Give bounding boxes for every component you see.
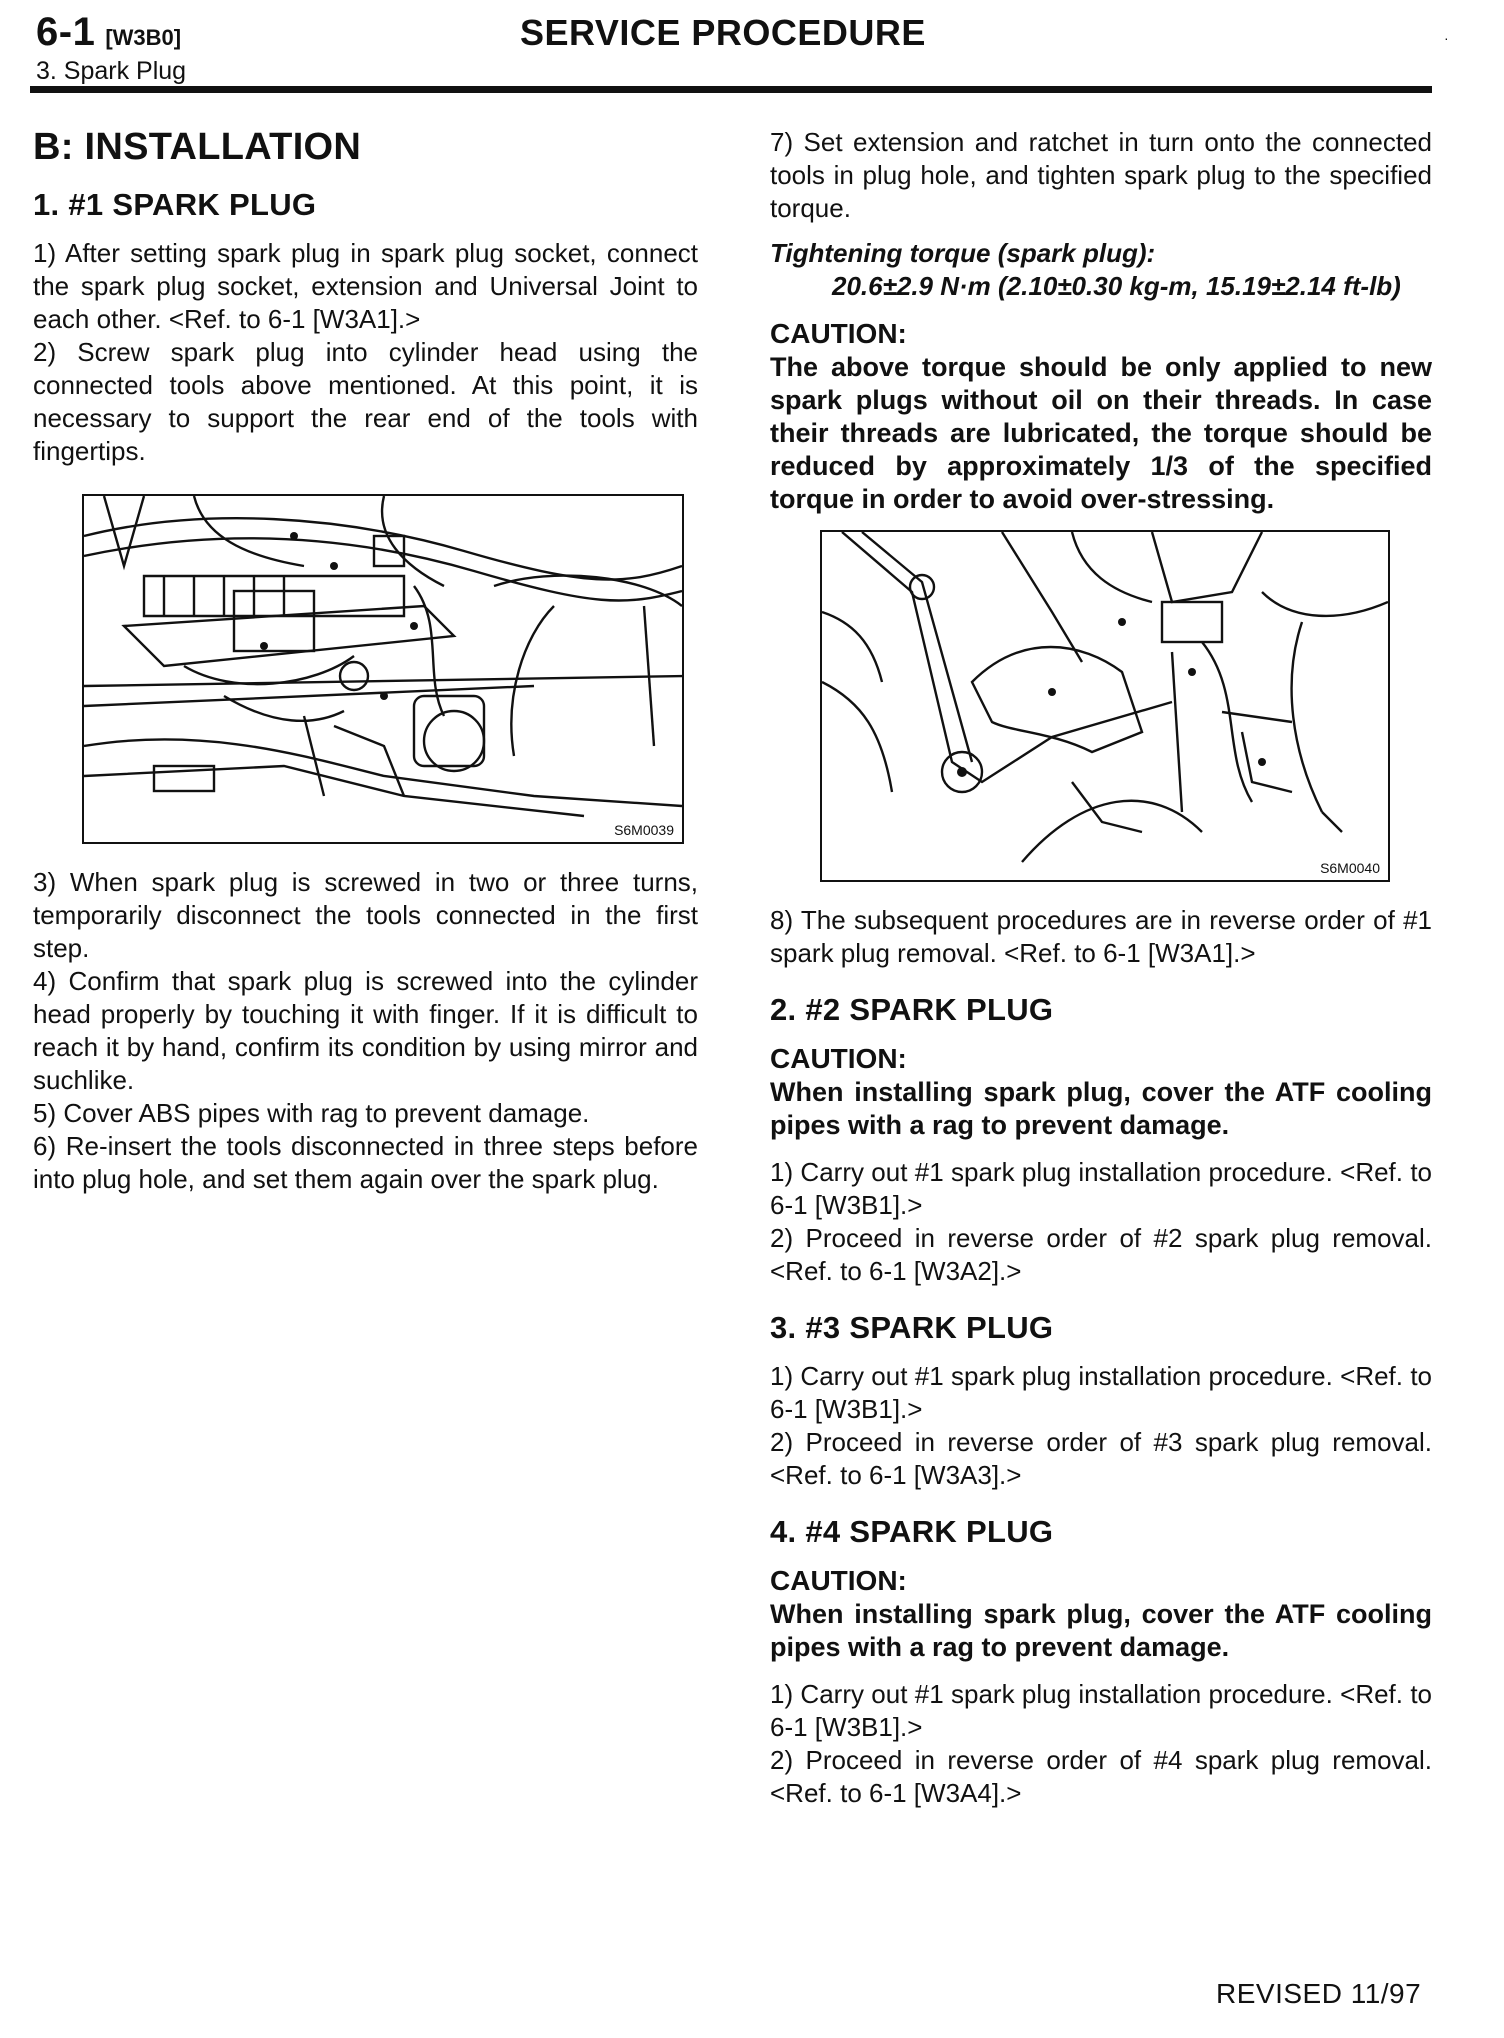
caution-title-1: CAUTION:	[770, 318, 907, 349]
figure-s6m0040	[820, 530, 1390, 882]
header-left	[36, 10, 186, 86]
sec3-step-2: 2) Proceed in reverse order of #3 spark plug removal. <Ref. to 6-1 [W3A3].>	[770, 1427, 1432, 1490]
spark-plug-3-heading: 3. #3 SPARK PLUG	[770, 1310, 1054, 1345]
page-title: SERVICE PROCEDURE	[520, 12, 926, 53]
figure-code-1: S6M0039	[614, 822, 674, 838]
scan-speck: ·	[1444, 30, 1449, 46]
step-7: 7) Set extension and ratchet in turn onto the connected tools in plug hole, and tighten spark plug to the specified torque.	[770, 127, 1432, 223]
caution-title-4: CAUTION:	[770, 1565, 907, 1596]
section-number: 6-1	[36, 10, 96, 54]
installation-heading: B: INSTALLATION	[33, 126, 362, 168]
caution-text-2: When installing spark plug, cover the ATF cooling pipes with a rag to prevent damage.	[770, 1077, 1432, 1140]
spark-plug-2-heading: 2. #2 SPARK PLUG	[770, 992, 1054, 1027]
revision-footer: REVISED 11/97	[1216, 1978, 1422, 2009]
caution-text-1: The above torque should be only applied to new spark plugs without oil on their threads. In case their threads are lubricated, the torque should be reduced by approximately 1/3 of the specified torque in order to avoid over-stressing.	[770, 352, 1432, 514]
torque-label: Tightening torque (spark plug):	[770, 238, 1156, 268]
step-1: 1) After setting spark plug in spark plug socket, connect the spark plug socket, extension and Universal Joint to each other. <Ref. to 6-1 [W3A1].>	[33, 238, 698, 334]
sec4-step-1: 1) Carry out #1 spark plug installation procedure. <Ref. to 6-1 [W3B1].>	[770, 1679, 1432, 1742]
engine-illustration-2	[822, 532, 1388, 880]
caution-text-4: When installing spark plug, cover the ATF cooling pipes with a rag to prevent damage.	[770, 1599, 1432, 1662]
left-column	[33, 126, 698, 1196]
right-column	[770, 126, 1432, 1810]
step-8: 8) The subsequent procedures are in reverse order of #1 spark plug removal. <Ref. to 6-1 [W3A1].>	[770, 905, 1432, 968]
header-rule	[30, 86, 1432, 93]
sec2-step-1: 1) Carry out #1 spark plug installation procedure. <Ref. to 6-1 [W3B1].>	[770, 1157, 1432, 1220]
spark-plug-4-heading: 4. #4 SPARK PLUG	[770, 1514, 1054, 1549]
engine-illustration-1	[84, 496, 682, 842]
step-5: 5) Cover ABS pipes with rag to prevent damage.	[33, 1098, 590, 1128]
step-4: 4) Confirm that spark plug is screwed into the cylinder head properly by touching it with finger. If it is difficult to reach it by hand, confirm its condition by using mirror and suchlike.	[33, 966, 698, 1095]
step-3: 3) When spark plug is screwed in two or three turns, temporarily disconnect the tools connected in the first step.	[33, 867, 698, 963]
torque-value: 20.6±2.9 N·m (2.10±0.30 kg-m, 15.19±2.14 ft-lb)	[832, 271, 1401, 301]
sec3-step-1: 1) Carry out #1 spark plug installation procedure. <Ref. to 6-1 [W3B1].>	[770, 1361, 1432, 1424]
section-subtitle: 3. Spark Plug	[36, 57, 187, 85]
step-2: 2) Screw spark plug into cylinder head using the connected tools above mentioned. At this point, it is necessary to support the rear end of the tools with fingertips.	[33, 337, 698, 466]
spark-plug-1-heading: 1. #1 SPARK PLUG	[33, 187, 317, 222]
figure-s6m0039	[82, 494, 684, 844]
sec2-step-2: 2) Proceed in reverse order of #2 spark plug removal. <Ref. to 6-1 [W3A2].>	[770, 1223, 1432, 1286]
sec4-step-2: 2) Proceed in reverse order of #4 spark plug removal. <Ref. to 6-1 [W3A4].>	[770, 1745, 1432, 1808]
caution-title-2: CAUTION:	[770, 1043, 907, 1074]
section-code: [W3B0]	[105, 25, 182, 50]
step-6: 6) Re-insert the tools disconnected in three steps before into plug hole, and set them again over the spark plug.	[33, 1131, 698, 1194]
figure-code-2: S6M0040	[1320, 860, 1380, 876]
